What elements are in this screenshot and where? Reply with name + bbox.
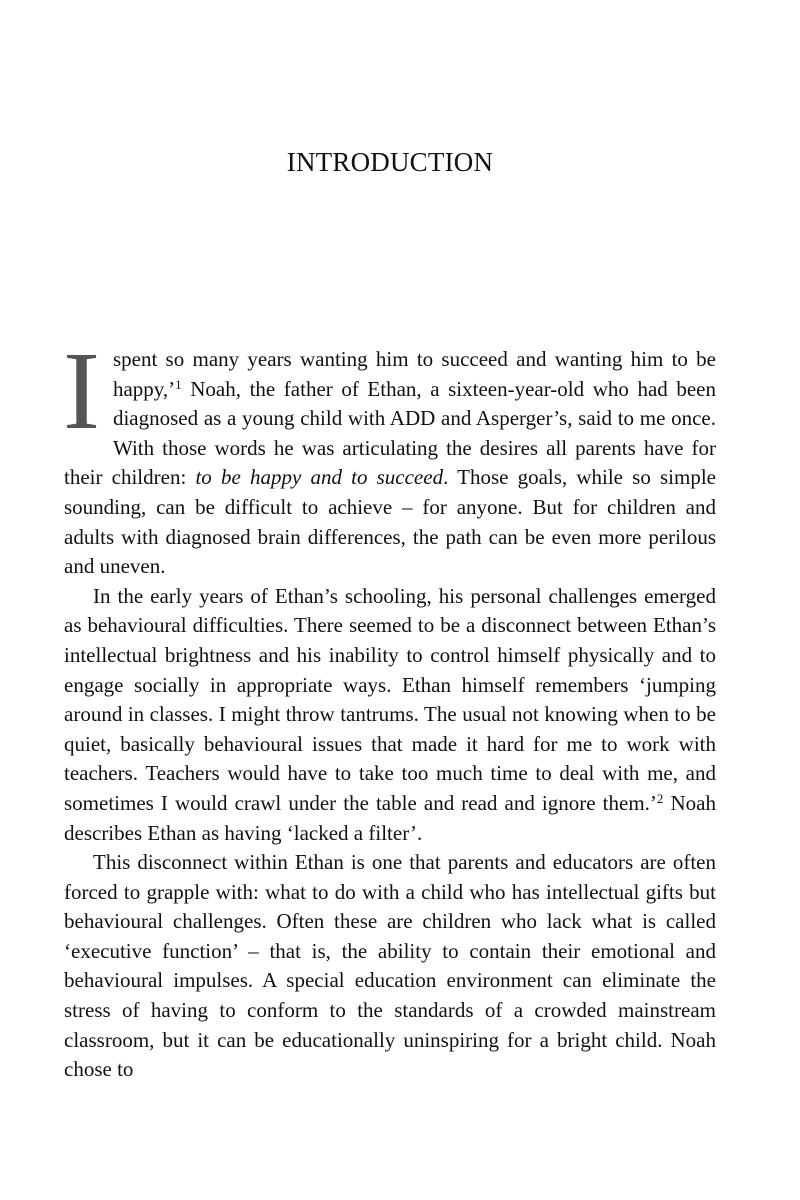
paragraph-1-text-a: spent so many years wanting him to succeed and wanting him to be happy,’ — [112, 347, 716, 401]
footnote-marker-1: 1 — [175, 376, 182, 392]
paragraph-1 — [63, 330, 717, 582]
chapter-title: INTRODUCTION — [286, 147, 494, 177]
paragraph-2-text-b: Noah describes Ethan as having ‘lacked a filter’. — [64, 790, 717, 845]
paragraph-3-text: This disconnect within Ethan is one that parents and educators are often forced to grapple with: what to do with a child who has intellectual gifts but behavioural challenges. Often these are children who lack what is called ‘executive function’ – that is, the ability to contain their emotional and behavioural impulses. A special education environment can eliminate the stress of having to conform to the standards of a crowded mainstream classroom, but it can be educationally uninspiring for a bright child. Noah chose to — [64, 850, 716, 1082]
paragraph-1-text-b: Noah, the father of Ethan, a sixteen-year-old who had been diagnosed as a young child with ADD and Asperger’s, said to me once. With those words he was articulating the desires all parents have for their children: — [64, 376, 716, 490]
drop-cap: I — [63, 330, 100, 453]
footnote-marker-2: 2 — [656, 790, 664, 806]
emphasis-text: to be happy and to succeed — [195, 465, 444, 490]
body-text — [63, 330, 717, 1085]
paragraph-3 — [64, 848, 716, 1085]
paragraph-2-text-a: In the early years of Ethan’s schooling, his personal challenges emerged as behavioural difficulties. There seemed to be a disconnect between Ethan’s intellectual brightness and his inability to control himself physically and to engage socially in appropriate ways. Ethan himself remembers ‘jumping around in classes. I might throw tantrums. The usual not knowing when to be quiet, basically behavioural issues that made it hard for me to work with teachers. Teachers would have to take too much time to deal with me, and sometimes I would crawl under the table and read and ignore them.’ — [64, 583, 716, 815]
paragraph-1-text-c: . Those goals, while so simple sounding, can be difficult to achieve – for anyone. But for children and adults with diagnosed brain differences, the path can be even more perilous and uneven. — [64, 465, 717, 579]
paragraph-2 — [64, 582, 716, 848]
